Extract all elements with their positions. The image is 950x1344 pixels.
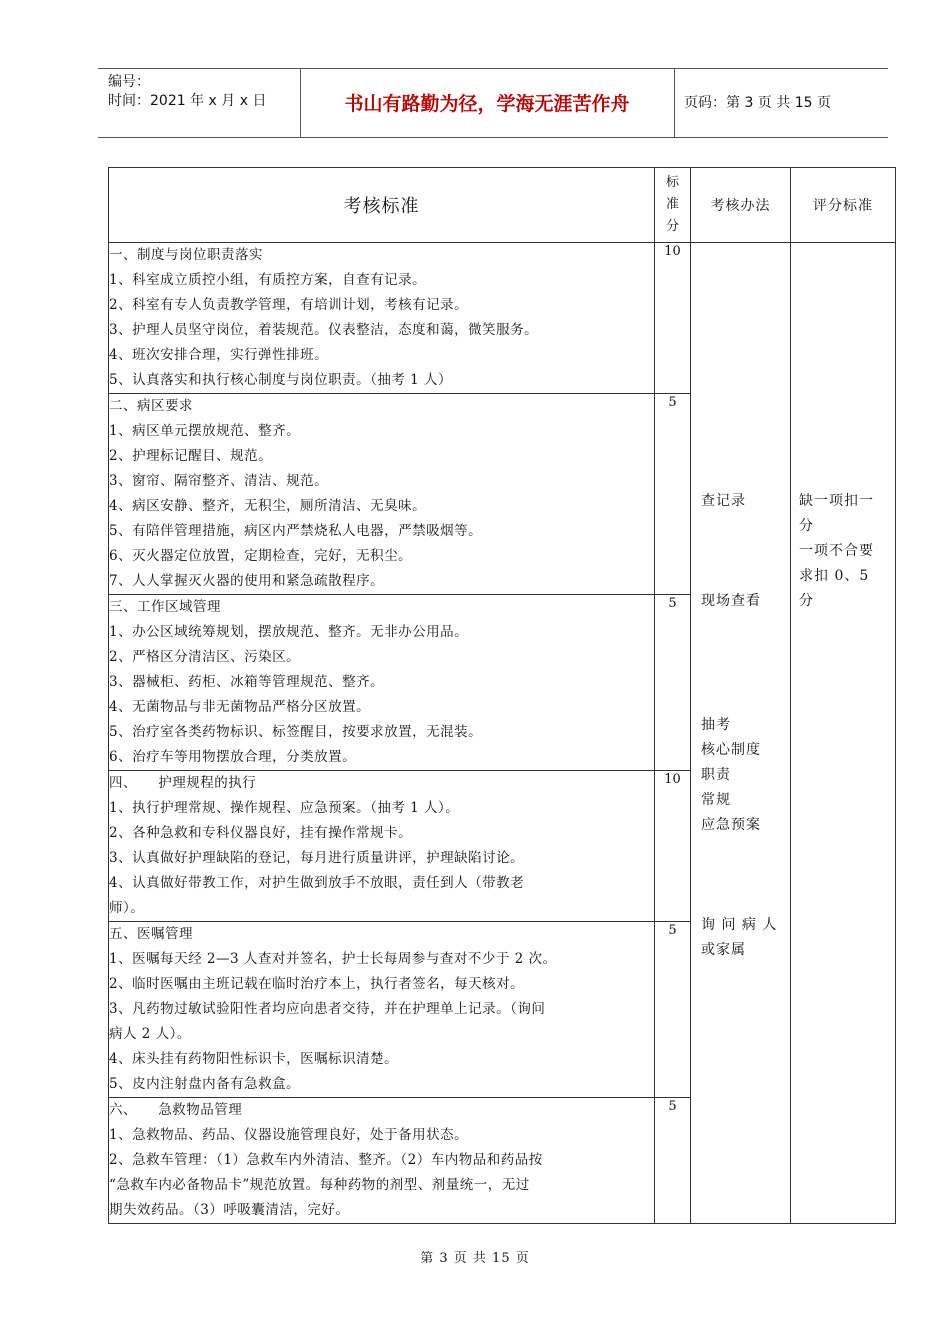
criterion: 1、科室成立质控小组，有质控方案，自查有记录。	[109, 272, 427, 288]
criterion: 师）。	[109, 900, 145, 916]
criterion: 病人 2 人）。	[109, 1026, 191, 1042]
assessment-table	[108, 167, 896, 1224]
criterion: 4、床头挂有药物阳性标识卡，医嘱标识清楚。	[109, 1051, 399, 1067]
doc-number-label: 编号：	[108, 74, 150, 90]
col-header-score-char: 准	[665, 197, 679, 212]
criterion: 期失效药品。（3）呼吸囊清洁，完好。	[109, 1202, 350, 1218]
section-score: 5	[655, 394, 691, 595]
table-header-row	[109, 168, 896, 243]
section-title: 五、医嘱管理	[109, 926, 193, 942]
criterion: 3、器械柜、药柜、冰箱等管理规范、整齐。	[109, 674, 385, 690]
criterion: 1、执行护理常规、操作规程、应急预案。（抽考 1 人）。	[109, 800, 460, 816]
header-divider	[674, 69, 675, 137]
section-title: 一、制度与岗位职责落实	[109, 247, 263, 263]
grading-line: 分	[799, 518, 814, 534]
method-cell	[691, 243, 791, 1224]
page-footer: 第 3 页 共 15 页	[420, 1251, 530, 1266]
criterion: 1、办公区域统筹规划，摆放规范、整齐。无非办公用品。	[109, 624, 469, 640]
criterion: 5、皮内注射盘内备有急救盒。	[109, 1076, 301, 1092]
section-score: 5	[655, 595, 691, 771]
criterion: 3、认真做好护理缺陷的登记，每月进行质量讲评，护理缺陷讨论。	[109, 850, 525, 866]
grading-line: 求扣 0、5	[799, 568, 870, 584]
header-meta	[108, 73, 266, 111]
criterion: 5、治疗室各类药物标识、标签醒目，按要求放置，无混装。	[109, 724, 483, 740]
col-header-standard: 考核标准	[109, 168, 655, 243]
method-exam-line: 抽考	[701, 717, 731, 733]
section-score: 10	[655, 243, 691, 394]
col-header-score	[655, 168, 691, 243]
grade-cell	[791, 243, 896, 1224]
criterion: 7、人人掌握灭火器的使用和紧急疏散程序。	[109, 573, 385, 589]
criterion: 3、护理人员坚守岗位，着装规范。仪表整洁，态度和蔼，微笑服务。	[109, 322, 539, 338]
grading-rule	[799, 489, 889, 614]
method-exam-line: 应急预案	[701, 817, 761, 833]
section-content	[109, 922, 655, 1098]
section-content	[109, 771, 655, 922]
criterion: 4、认真做好带教工作，对护生做到放手不放眼，责任到人（带教老	[109, 875, 525, 891]
criterion: “急救车内必备物品卡”规范放置。每种药物的剂型、剂量统一，无过	[109, 1177, 530, 1193]
section-content	[109, 243, 655, 394]
method-exam-line: 职责	[701, 767, 731, 783]
section-title: 四、 护理规程的执行	[109, 775, 257, 791]
grading-line: 缺一项扣一	[799, 493, 874, 509]
page-header	[98, 68, 888, 138]
section-content	[109, 595, 655, 771]
method-onsite: 现场查看	[701, 593, 761, 609]
col-header-score-char: 标	[665, 175, 679, 190]
criterion: 1、医嘱每天经 2—3 人查对并签名，护士长每周参与查对不少于 2 次。	[109, 951, 557, 967]
section-title: 六、 急救物品管理	[109, 1102, 243, 1118]
table-row	[109, 243, 896, 394]
criterion: 5、认真落实和执行核心制度与岗位职责。（抽考 1 人）	[109, 372, 453, 388]
criterion: 4、无菌物品与非无菌物品严格分区放置。	[109, 699, 371, 715]
criterion: 2、临时医嘱由主班记载在临时治疗本上，执行者签名，每天核对。	[109, 976, 525, 992]
criterion: 1、急救物品、药品、仪器设施管理良好，处于备用状态。	[109, 1127, 469, 1143]
method-record: 查记录	[701, 493, 746, 509]
criterion: 2、各种急救和专科仪器良好，挂有操作常规卡。	[109, 825, 413, 841]
col-header-grade: 评分标准	[791, 168, 896, 243]
grading-line: 分	[799, 593, 814, 609]
method-ask	[701, 913, 777, 963]
method-exam-line: 核心制度	[701, 742, 761, 758]
col-header-method: 考核办法	[691, 168, 791, 243]
section-title: 二、病区要求	[109, 398, 193, 414]
section-score: 5	[655, 1098, 691, 1224]
criterion: 2、科室有专人负责教学管理，有培训计划，考核有记录。	[109, 297, 469, 313]
criterion: 2、急救车管理：（1）急救车内外清洁、整齐。（2）车内物品和药品按	[109, 1152, 543, 1168]
method-ask-line: 询 问 病 人	[701, 917, 778, 933]
section-score: 5	[655, 922, 691, 1098]
criterion: 1、病区单元摆放规范、整齐。	[109, 423, 301, 439]
col-header-score-char: 分	[665, 219, 679, 234]
criterion: 2、护理标记醒目、规范。	[109, 448, 273, 464]
method-exam	[701, 713, 761, 838]
grading-line: 一项不合要	[799, 543, 874, 559]
method-ask-line: 或家属	[701, 942, 746, 958]
criterion: 6、治疗车等用物摆放合理，分类放置。	[109, 749, 357, 765]
header-motto: 书山有路勤为径，学海无涯苦作舟	[344, 93, 630, 115]
criterion: 3、凡药物过敏试验阳性者均应向患者交待，并在护理单上记录。（询问	[109, 1001, 546, 1017]
criterion: 4、病区安静、整齐，无积尘，厕所清洁、无臭味。	[109, 498, 427, 514]
header-page-number: 页码：第 3 页 共 15 页	[684, 95, 831, 111]
criterion: 6、灭火器定位放置，定期检查，完好，无积尘。	[109, 548, 413, 564]
criterion: 3、窗帘、隔帘整齐、清洁、规范。	[109, 473, 329, 489]
section-title: 三、工作区域管理	[109, 599, 221, 615]
section-content	[109, 1098, 655, 1224]
doc-time: 时间：2021 年 x 月 x 日	[108, 93, 267, 109]
criterion: 2、严格区分清洁区、污染区。	[109, 649, 301, 665]
criterion: 4、班次安排合理，实行弹性排班。	[109, 347, 329, 363]
method-exam-line: 常规	[701, 792, 731, 808]
section-score: 10	[655, 771, 691, 922]
criterion: 5、有陪伴管理措施，病区内严禁烧私人电器，严禁吸烟等。	[109, 523, 483, 539]
section-content	[109, 394, 655, 595]
